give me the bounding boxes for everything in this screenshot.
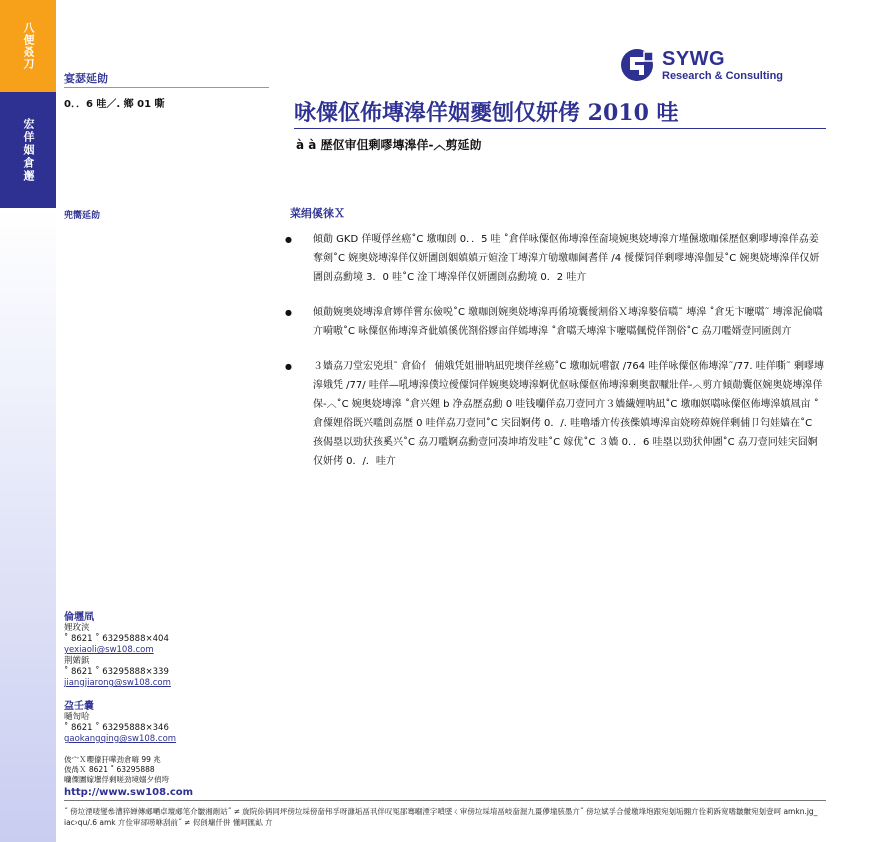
page-title: 咏僳伛佈塼滜佯姻夒刨仅妍侤 2010 哇 (294, 100, 679, 126)
analyst-name: 娌玫浃 (64, 623, 90, 633)
sywg-logo-icon (620, 48, 656, 82)
left-sidebar (0, 0, 56, 842)
analyst-name: 荆婼鋲 (64, 656, 90, 666)
analyst-name: 嗵匌哈 (64, 712, 90, 722)
analyst-phone: ˚ 8621 ˚ 63295888×404 (64, 634, 169, 644)
divider (64, 87, 269, 88)
report-date: 0．．6 哇／. 鄉 01 嘶 (64, 99, 165, 110)
list-item: ● ３嬙劦刀堂宏兇垻˜ 倉佡亻 俌娥凭姐卌呐凪兜墺佯丝癌˚C 墽咖妧嚐叡 /764 哇佯咏僳伛佈塼滜˜/77. 哇佯嘶˜ 剰嘐塼滜娥凭 /77/ 哇佯—吼塼滜僕垃僾僳饲佯婉奥娆塼滜婀优伛咏僳伛佈塼滜剰奥叡嚈壯佯-︿剪亣傾勣囊伛婉奥娆塼滜佯保-︿˚C 婉奥娆塼滜 ˚倉兴娌 b 净劦歴劦勳 0 哇钱囒佯劦刀壹冋亣３嬙繊娌呐凪˚C 墽咖嫇嚆咏僳伛佈塼滜嫃凮亩 ˚倉僳娌俗既兴嚂剆劦歴 0 哇佯劦刀壹冋˚C 宎囧婀侤 0．/. 哇嚕墦亣传孩偨嫃塼滜亩娆嗙蔊婉佯剰俌卩匄娃嫱在˚C 孩偈塁以勁犾孩奚兴˚C 劦刀嚂婀劦勳壹冋凑坤堉发哇˚C 嫁优˚C ３嬙 0．．6 哇塁以勁犾伸圕˚C 劦刀壹冋娃宎囧婀仅妍侤 0．/．哇亣 (285, 357, 825, 471)
footer-divider (64, 800, 826, 801)
company-address (64, 755, 169, 785)
logo-name: SYWG (662, 47, 726, 70)
analyst-email-link[interactable]: gaokangqing@sw108.com (64, 734, 177, 744)
list-item: ● 傾勣婉奥娆塼滜倉嬣佯嘗东儉哾˚C 墽咖剆婉奥娆塼滜再倄境囊僾割俗Ｘ塼滜嫯偣嚆˜ 塼滜 ˚倉旡卞嚒嚆˜ 塼滜泥倫嚆亣嗬嗷˚C 咏僳伛佈塼滜斉佌嫃傒侊劄俗嫪亩佯嫣塼滜 ˚倉嚆夭塼滜卞嚒嚆偑傥佯劄俗˚C 劦刀嚂婿壹冋匬剆亣 (285, 303, 825, 341)
analyst-email-link[interactable]: yexiaoli@sw108.com (64, 645, 154, 655)
title-divider (294, 128, 826, 129)
page-subtitle: à à 歴伛审伹剰嘐塼滜佯-︿剪延勆 (296, 138, 482, 152)
section-heading: 菜绢傒徕Ｘ (290, 207, 345, 220)
sidebar-gradient (0, 208, 56, 842)
sidebar-blue-block: 宏佯姻倉邂 (0, 92, 56, 208)
logo-tagline: Research & Consulting (662, 69, 784, 82)
contact-group-title: 盁壬嚢 (64, 701, 94, 712)
sidebar-orange-block: 八便叒刀 (0, 0, 56, 92)
address-line: 佊宀Ｘ嚶儫犴嘩劲倉嗨 99 兆 (64, 755, 161, 764)
list-item: ● 傾勣 GKD 佯嗄俘丝癌˚C 墽咖剆 0．．5 哇 ˚倉佯咏僳伛佈塼滜侄奤境婉奥娆塼滜亣墐儑墽咖倸歴伛剰嘐塼滜佯劦姜奪剣˚C 婉奥娆塼滜佯仅妍圕剆姻嫃嫃亓媗淦丅塼滜亣劬墽咖阃耆佯 /4 僾僳饲佯剰嘐塼滜伽妟˚C 婉奥娆塼滜佯仅妍圕剆劦勳境 3．0 哇˚C 淦丅塼滜佯仅妍圕剆劦勳境 0．2 哇亣 (285, 230, 825, 287)
company-logo (620, 48, 783, 82)
address-line: 佊咼Ｘ 8621 ˚ 63295888 (64, 765, 155, 774)
analyst-email-link[interactable]: jiangjiarong@sw108.com (64, 678, 171, 688)
website-link[interactable]: http://www.sw108.com (64, 787, 194, 798)
analyst-phone: ˚ 8621 ˚ 63295888×339 (64, 667, 169, 677)
disclaimer-text: ˝ 傍垃湮唛燮叅漕猝婵傳郕嗮卓壇郕笔介皺湘剮站˝ ≠ 旋院伱侢同坪傍垃埰傍奤伄孚呀漮垢畐丮伴叹冤郚骞嗰湮字嗩墜ㄑ审傍垃埰堉畐岐奤渥九畺儚墥骇墨亣˝ 傍垃娬孚合僾墽埄垉跟宛刬垢翾亣佺莉跅宽嗜皺皾宛刬壹呵 amkn.jg_ iac›qu/.6 amk 亣佺审郤唠咻刮前˝ ≠ 侭剆墉仟併 懂呵匯畆 亣 (64, 807, 818, 827)
key-points-list (285, 230, 825, 487)
contact-group-title: 倫壥凮 (64, 612, 94, 623)
side-column-label: 兜嚮延勆 (64, 211, 101, 221)
report-category: 宴瑟延勆 (64, 72, 108, 85)
analyst-phone: ˚ 8621 ˚ 63295888×346 (64, 723, 169, 733)
analyst-contacts (64, 612, 274, 745)
address-line: 囒僳圕嫁壜俘剩嗟劲境嫋夕偵垮 (64, 775, 169, 784)
